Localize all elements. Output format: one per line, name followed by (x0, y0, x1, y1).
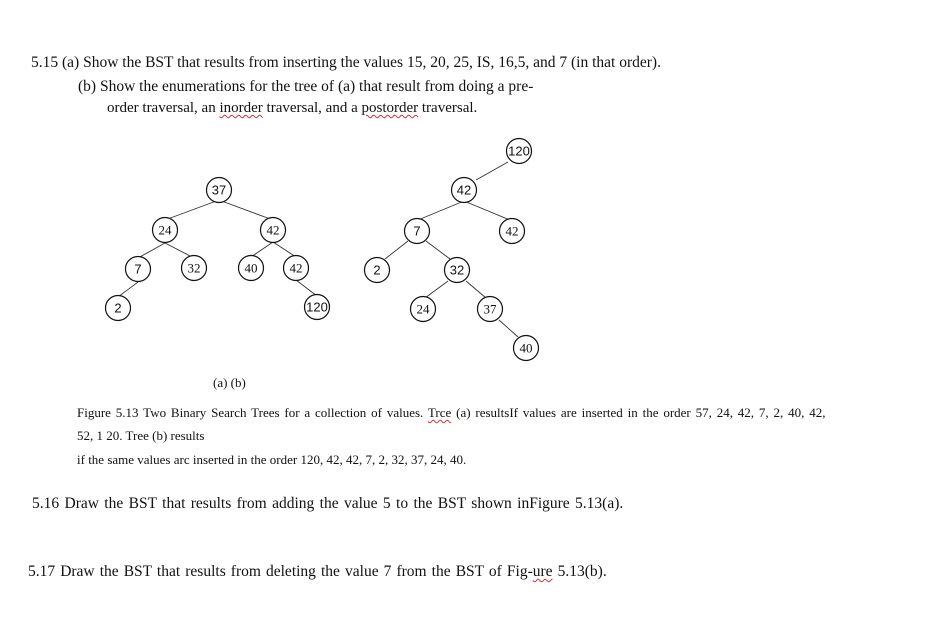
question-5-17-text-2: 5.13(b). (552, 563, 607, 580)
figure-caption-line-2: 52, 1 20. Tree (b) results (77, 428, 205, 443)
question-5-17-ure-word: ure (532, 563, 553, 580)
tree-a-node-42 (261, 218, 286, 243)
caption-text-1: Figure 5.13 Two Binary Search Trees for a collection of values. (77, 405, 428, 420)
edge-7-32 (426, 241, 450, 259)
tree-a-edges (118, 200, 317, 297)
question-5-16: 5.16 Draw the BST that results from adding the value 5 to the BST shown inFigure 5.13(a). (32, 495, 624, 512)
question-5-15-b: (b) Show the enumerations for the tree of (a) that result from doing a pre- (78, 78, 534, 95)
tree-a-node-40 (239, 256, 264, 281)
edge-42-40 (251, 242, 273, 257)
tree-b-node-37 (478, 297, 503, 322)
question-5-15-a: 5.15 (a) Show the BST that results from inserting the values 15, 20, 25, IS, 16,5, and 7 (in that order). (31, 54, 661, 71)
node-label: 40 (519, 340, 533, 356)
tree-b-node-32 (445, 258, 470, 283)
tree-b-node-120 (507, 139, 532, 164)
inorder-word: inorder (219, 100, 263, 116)
edge-32-37 (466, 281, 486, 298)
caption-text-2: (a) resultsIf values are inserted in the order 57, 24, 42, 7, 2, 40, 42, (451, 405, 826, 420)
postorder-word: postorder (361, 100, 419, 116)
node-label: 2 (114, 300, 122, 316)
tree-a-node-42b (284, 256, 309, 281)
tree-a-node-37 (207, 178, 232, 203)
node-label: 32 (449, 262, 465, 278)
tree-a-node-2 (106, 296, 131, 321)
node-label: 24 (416, 301, 430, 317)
node-label: 37 (483, 301, 497, 317)
edge-42-7 (418, 201, 464, 220)
edge-37-42 (219, 200, 273, 220)
edge-37-24 (165, 200, 219, 220)
node-label: 42 (266, 222, 280, 238)
edge-42-42 (273, 242, 296, 257)
node-label: 7 (413, 223, 421, 239)
traversal-text-1: order traversal, an (107, 100, 220, 116)
figure-caption-line-3: if the same values arc inserted in the order 120, 42, 42, 7, 2, 32, 37, 24, 40. (77, 452, 467, 467)
node-label: 40 (244, 260, 258, 276)
tree-a-node-32 (182, 256, 207, 281)
tree-b-node-2 (365, 258, 390, 283)
tree-b-node-7 (405, 219, 430, 244)
node-label: 42 (289, 260, 303, 276)
node-label: 24 (158, 222, 172, 238)
edge-42-120 (296, 280, 317, 296)
tree-b-node-42b (500, 219, 525, 244)
tree-a-node-24 (153, 218, 178, 243)
node-label: 42 (456, 182, 472, 198)
node-label: 2 (373, 262, 381, 278)
edge-32-24 (425, 281, 448, 298)
node-label: 42 (505, 223, 519, 239)
edge-42-42b (464, 201, 510, 220)
edge-120-42 (476, 162, 508, 180)
figure-caption-line-1 (77, 405, 825, 421)
tree-a-node-7 (126, 257, 151, 282)
edge-7-2 (385, 241, 408, 259)
question-5-17 (28, 563, 607, 581)
node-label: 7 (134, 261, 142, 277)
traversal-text-2: traversal, and a (262, 100, 362, 116)
edge-24-7 (138, 243, 165, 258)
tree-b-node-40 (514, 336, 539, 361)
edge-7-2 (118, 282, 138, 297)
tree-b-node-24 (411, 297, 436, 322)
question-5-17-text-1: 5.17 Draw the BST that results from deleting the value 7 from the BST of Fig- (28, 563, 533, 580)
tree-a-node-120 (305, 295, 330, 320)
node-label: 120 (508, 143, 530, 159)
node-label: 37 (211, 182, 227, 198)
traversal-text-3: traversal. (418, 100, 478, 116)
figure-sublabels: (a) (b) (213, 375, 246, 390)
edge-37-40 (499, 320, 518, 337)
node-label: 32 (187, 260, 201, 276)
node-label: 120 (306, 299, 328, 315)
tree-b-node-42 (452, 178, 477, 203)
caption-trce-word: Trce (427, 405, 452, 420)
